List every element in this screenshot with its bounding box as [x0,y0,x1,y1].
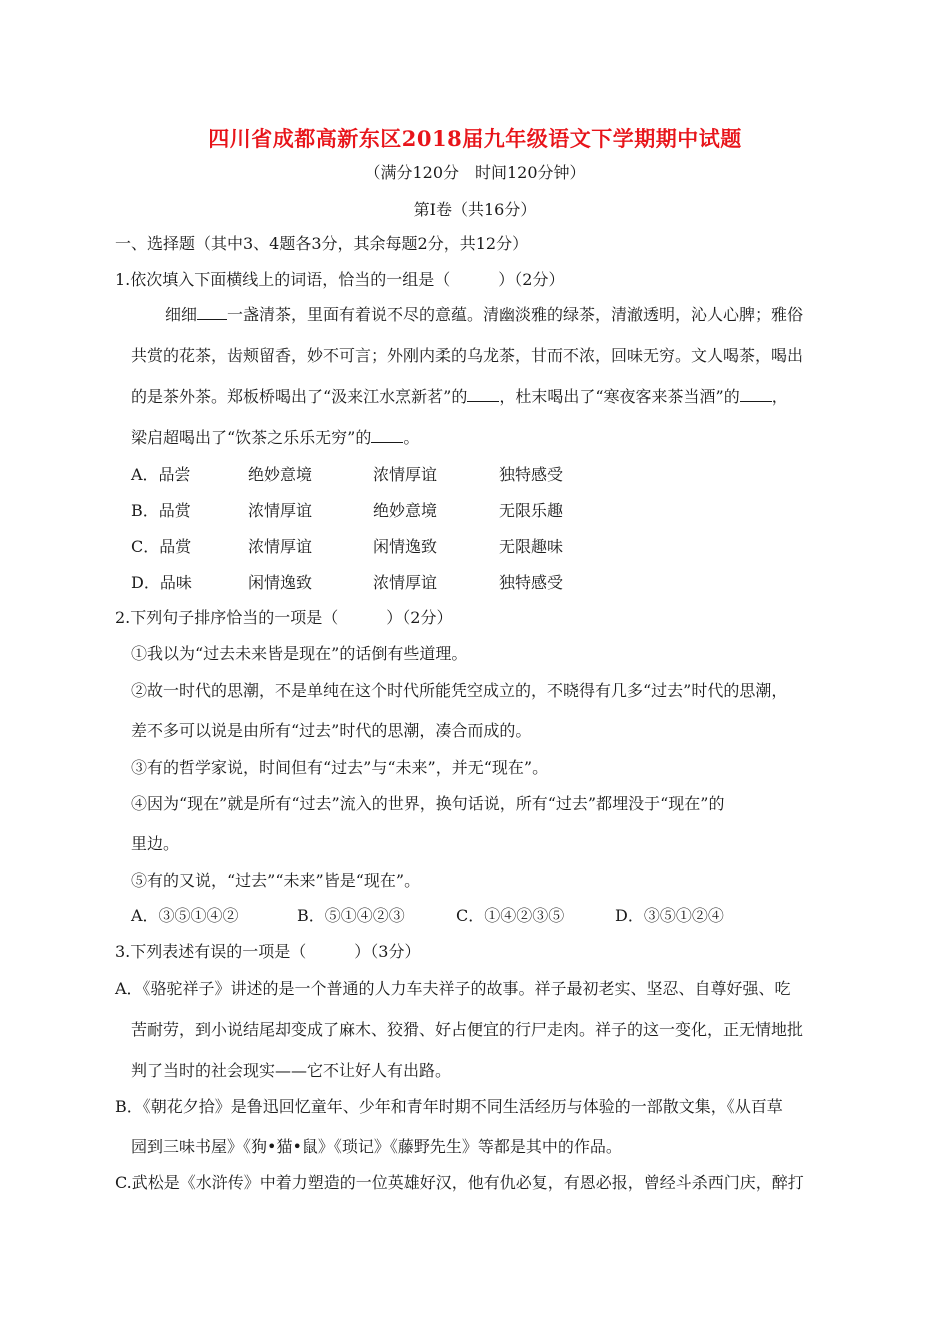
q1-stem: 1.依次填入下面横线上的词语，恰当的一组是（ ）（2分） [115,270,565,289]
q3-option-a-cont: 判了当时的社会现实——它不让好人有出路。 [131,1061,452,1080]
q2-option-c: C．①④②③⑤ [456,906,565,925]
q2-stem: 2.下列句子排序恰当的一项是（ ）（2分） [115,608,453,627]
q2-option-b: B．⑤①④②③ [297,906,405,925]
q1-passage-line: 细细 一盏清茶，里面有着说不尽的意蕴。清幽淡雅的绿茶，清澈透明，沁人心脾；雅俗 [165,305,804,324]
section-header: 第Ⅰ卷（共16分） [413,200,537,219]
q2-sentence-cont: 差不多可以说是由所有“过去”时代的思潮，凑合而成的。 [131,721,532,740]
q2-sentence-cont: 里边。 [131,834,180,853]
fill-blank [740,387,772,402]
q3-option-c: C.武松是《水浒传》中着力塑造的一位英雄好汉，他有仇必复，有恩必报，曾经斗杀西门庆，醉打 [115,1173,804,1192]
q3-stem: 3.下列表述有误的一项是（ ）（3分） [115,942,421,961]
q3-option-b-cont: 园到三味书屋》《狗•猫•鼠》《琐记》《藤野先生》等都是其中的作品。 [131,1137,622,1156]
q2-sentence: ④因为“现在”就是所有“过去”流入的世界，换句话说，所有“过去”都埋没于“现在”的 [131,794,725,813]
q3-option-a-cont: 苦耐劳，到小说结尾却变成了麻木、狡猾、好占便宜的行尸走肉。祥子的这一变化，正无情地批 [131,1020,804,1039]
q3-option-a: A．《骆驼祥子》讲述的是一个普通的人力车夫祥子的故事。祥子最初老实、坚忍、自尊好强、吃 [115,979,791,998]
fill-blank [371,428,403,443]
q1-passage-line: 的是茶外茶。郑板桥喝出了“汲来江水烹新茗”的 ，杜末喝出了“寒夜客来茶当酒”的 ， [131,387,788,406]
q2-sentence: ①我以为“过去未来皆是现在”的话倒有些道理。 [131,644,468,663]
fill-blank [467,387,499,402]
q3-option-b: B．《朝花夕拾》是鲁迅回忆童年、少年和青年时期不同生活经历与体验的一部散文集，《从百草 [115,1097,783,1116]
exam-page: 四川省成都高新东区2018届九年级语文下学期期中试题 （满分120分 时间120分钟） 第Ⅰ卷（共16分） 一、选择题（其中3、4题各3分，其余每题2分，共12分） 1.依次填入下面横线上的词语，恰当的一组是（ ）（2分） 细细 一盏清茶，里面有着说不尽的意蕴。清幽淡雅的绿茶，清澈透明，沁人心脾；雅俗 共赏的花茶，齿颊留香，妙不可言；外刚内柔的乌龙茶，甘而不浓，回味无穷。文人喝茶，喝出 的是茶外茶。郑板桥喝出了“汲来江水烹新茗”的 ，杜末喝出了“寒夜客来茶当酒”的 ， 梁启超喝出了“饮茶之乐乐无穷”的 。 A．品尝 绝妙意境 浓情厚谊 独特感受 B．品赏 浓情厚谊 绝妙意境 无限乐趣 C．品赏 浓情厚谊 闲情逸致 无限趣味 D．品味 闲情逸致 浓情厚谊 独特感受 2.下列句子排序恰当的一项是（ ）（2分） ①我以为“过去未来皆是现在”的话倒有些道理。 ②故一时代的思潮，不是单纯在这个时代所能凭空成立的，不晓得有几多“过去”时代的思潮， 差不多可以说是由所有“过去”时代的思潮，凑合而成的。 ③有的哲学家说，时间但有“过去”与“未来”，并无“现在”。 ④因为“现在”就是所有“过去”流入的世界，换句话说，所有“过去”都埋没于“现在”的 里边。 ⑤有的又说，“过去”“未来”皆是“现在”。 A．③⑤①④② B．⑤①④②③ C．①④②③⑤ D．③⑤①②④ 3.下列表述有误的一项是（ ）（3分） A．《骆驼祥子》讲述的是一个普通的人力车夫祥子的故事。祥子最初老实、坚忍、自尊好强、吃 苦耐劳，到小说结尾却变成了麻木、狡猾、好占便宜的行尸走肉。祥子的这一变化，正无情地批 判了当时的社会现实——它不让好人有出路。 B．《朝花夕拾》是鲁迅回忆童年、少年和青年时期不同生活经历与体验的一部散文集，《从百草 园到三味书屋》《狗•猫•鼠》《琐记》《藤野先生》等都是其中的作品。 C.武松是《水浒传》中着力塑造的一位英雄好汉，他有仇必复，有恩必报，曾经斗杀西门庆，醉打 [0,0,950,1344]
q2-sentence: ⑤有的又说，“过去”“未来”皆是“现在”。 [131,871,421,890]
q2-sentence: ②故一时代的思潮，不是单纯在这个时代所能凭空成立的，不晓得有几多“过去”时代的思潮， [131,681,788,700]
q1-passage-line: 共赏的花茶，齿颊留香，妙不可言；外刚内柔的乌龙茶，甘而不浓，回味无穷。文人喝茶，喝出 [131,346,804,365]
q2-option-a: A．③⑤①④② [131,906,239,925]
q1-passage-line: 梁启超喝出了“饮茶之乐乐无穷”的 。 [131,428,420,447]
q2-sentence: ③有的哲学家说，时间但有“过去”与“未来”，并无“现在”。 [131,758,549,777]
fill-blank [197,305,227,320]
page-title: 四川省成都高新东区2018届九年级语文下学期期中试题 [208,126,742,151]
part-one-heading: 一、选择题（其中3、4题各3分，其余每题2分，共12分） [115,234,529,253]
exam-meta: （满分120分 时间120分钟） [364,163,586,182]
q2-option-d: D．③⑤①②④ [615,906,724,925]
